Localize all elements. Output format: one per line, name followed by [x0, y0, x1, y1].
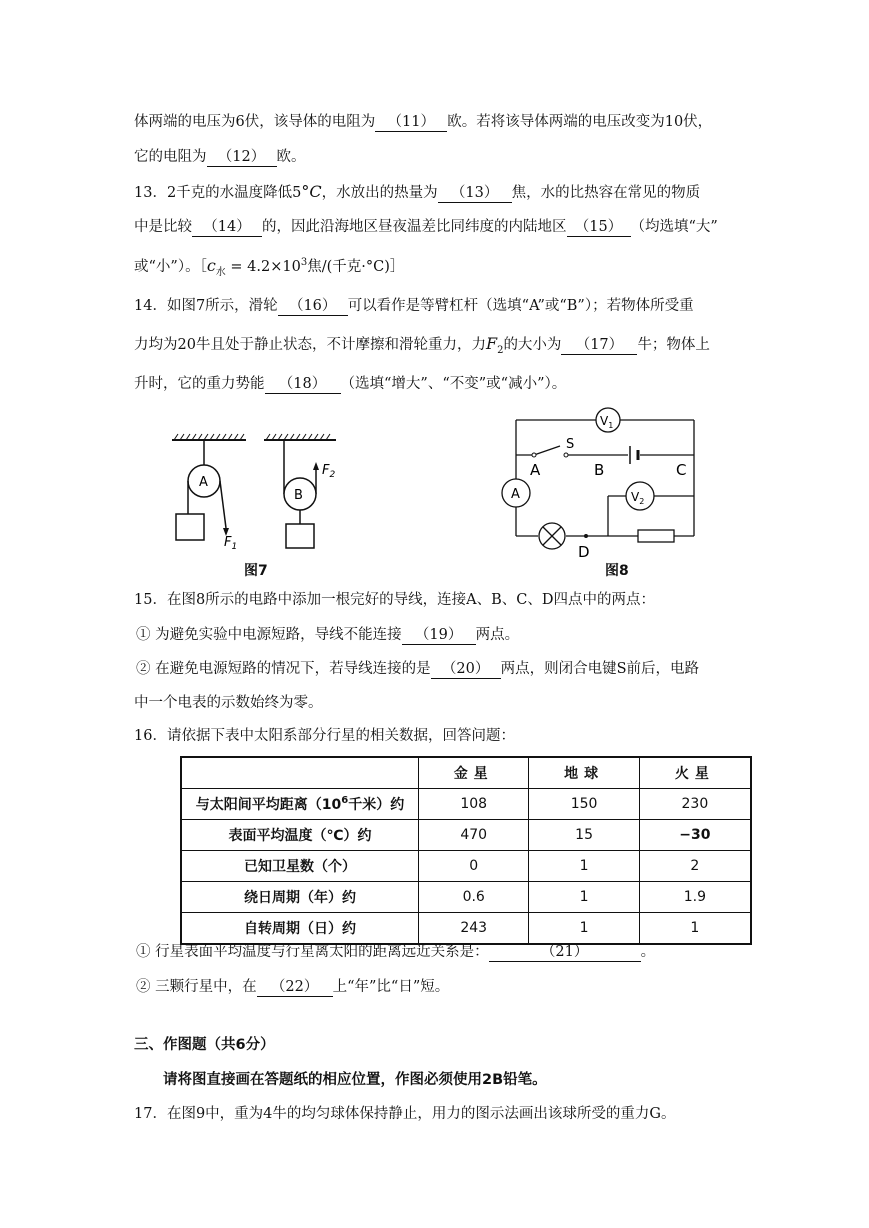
figure-7-pulleys: [160, 430, 360, 580]
q13-line-2: 中是比较 （14） 的，因此沿海地区昼夜温差比同纬度的内陆地区 （15） （均选填“大”: [134, 219, 718, 235]
q16-line-3: ② 三颗行星中，在 （22） 上“年”比“日”短。: [136, 979, 450, 995]
row-label-distance: 与太阳间平均距离（$10^6$千米）约: [181, 789, 419, 820]
resistor: [638, 530, 674, 542]
q17-line-1: 17．在图9中，重为4牛的均匀球体保持静止，用力的图示法画出该球所受的重力G。: [134, 1106, 676, 1122]
voltmeter-v2-label: $V_2$: [631, 490, 645, 506]
point-d-label: D: [578, 543, 590, 560]
blank-22[interactable]: （22）: [257, 978, 333, 997]
ammeter-label: A: [511, 487, 520, 502]
blank-16[interactable]: （16）: [278, 297, 348, 316]
table-row: [181, 851, 751, 882]
table-cell: 0.6: [419, 882, 529, 913]
point-c-label: C: [676, 461, 687, 479]
lamp: [539, 523, 565, 549]
blank-17[interactable]: （17）: [561, 336, 637, 355]
force-f2-label: $F_2$: [322, 463, 336, 480]
q14-line-3: 升时，它的重力势能 （18） （选填“增大”、“不变”或“减小”）。: [134, 376, 567, 392]
table-cell: −30: [639, 820, 751, 851]
blank-11[interactable]: （11）: [375, 113, 447, 132]
table-row: [181, 913, 751, 945]
blank-20[interactable]: （20）: [431, 660, 501, 679]
section-3-title: 三、作图题（共6分）: [134, 1037, 275, 1053]
table-cell: 230: [639, 789, 751, 820]
force-f1-label: $F_1$: [224, 535, 238, 552]
q12-line-2: 它的电阻为 （12） 欧。: [134, 149, 306, 165]
q16-line-2: ① 行星表面平均温度与行星离太阳的距离远近关系是： （21） 。: [136, 944, 656, 960]
switch-terminal-right: [564, 453, 568, 457]
point-a-label: A: [530, 461, 541, 479]
q15-line-1: 15．在图8所示的电路中添加一根完好的导线，连接A、B、C、D四点中的两点：: [134, 592, 656, 608]
table-header-venus: 金星: [419, 757, 529, 789]
table-cell: 470: [419, 820, 529, 851]
table-cell: 243: [419, 913, 529, 945]
switch-label: S: [566, 437, 575, 452]
table-cell: 0: [419, 851, 529, 882]
figure-8-caption: 图8: [605, 563, 629, 579]
row-label-orbit: 绕日周期（年）约: [181, 882, 419, 913]
pulley-a-label: A: [199, 475, 208, 490]
blank-18[interactable]: （18）: [265, 375, 341, 394]
point-b-label: B: [594, 461, 605, 479]
table-cell: 2: [639, 851, 751, 882]
table-cell: 108: [419, 789, 529, 820]
q14-line-1: 14．如图7所示，滑轮 （16） 可以看作是等臂杠杆（选填“A”或“B”）；若物体所受重: [134, 298, 694, 314]
q16-line-1: 16．请依据下表中太阳系部分行星的相关数据，回答问题：: [134, 728, 515, 744]
figure-8-circuit: [490, 400, 720, 560]
switch-terminal-left: [532, 453, 536, 457]
q13-line-1: 13．2千克的水温度降低5°C，水放出的热量为 （13） 焦，水的比热容在常见的物质: [134, 182, 701, 201]
row-label-satellites: 已知卫星数（个）: [181, 851, 419, 882]
table-cell: 1: [639, 913, 751, 945]
q14-line-2: 力均为20牛且处于静止状态，不计摩擦和滑轮重力，力$F_2$的大小为 （17） 牛；物体上: [134, 334, 710, 356]
table-cell: 1.9: [639, 882, 751, 913]
q15-line-4: 中一个电表的示数始终为零。: [134, 695, 323, 711]
section-3-instruction: 请将图直接画在答题纸的相应位置，作图必须使用2B铅笔。: [163, 1072, 547, 1088]
q12-line-1: 体两端的电压为6伏，该导体的电阻为 （11） 欧。若将该导体两端的电压改变为10伏，: [134, 114, 713, 130]
ceiling-b: [264, 434, 336, 440]
battery: [630, 446, 638, 464]
table-cell: 1: [529, 851, 639, 882]
table-cell: 15: [529, 820, 639, 851]
row-label-temperature: 表面平均温度（℃）约: [181, 820, 419, 851]
blank-19[interactable]: （19）: [402, 626, 476, 645]
pulley-a: [176, 440, 229, 540]
q13-line-3: 或“小”）。$[c_水 = 4.2\times 10^3$焦/(千克·°C)］: [134, 256, 405, 278]
figure-7-caption: 图7: [244, 563, 268, 579]
table-row: [181, 820, 751, 851]
row-label-rotation: 自转周期（日）约: [181, 913, 419, 945]
planet-data-table: [180, 756, 752, 945]
table-header-earth: 地球: [529, 757, 639, 789]
blank-14[interactable]: （14）: [192, 218, 262, 237]
table-row: [181, 882, 751, 913]
table-header-mars: 火星: [639, 757, 751, 789]
blank-12[interactable]: （12）: [207, 148, 277, 167]
pulley-b-label: B: [294, 488, 303, 503]
ceiling-a: [172, 434, 246, 440]
table-header-row: [181, 757, 751, 789]
table-row: [181, 789, 751, 820]
table-cell: 150: [529, 789, 639, 820]
table-cell: 1: [529, 913, 639, 945]
q15-line-2: ① 为避免实验中电源短路，导线不能连接 （19） 两点。: [136, 627, 520, 643]
table-cell: 1: [529, 882, 639, 913]
blank-13[interactable]: （13）: [438, 184, 512, 203]
q15-line-3: ② 在避免电源短路的情况下，若导线连接的是 （20） 两点，则闭合电键S前后，电路: [136, 661, 700, 677]
junction-d: [584, 534, 588, 538]
table-header-cell: [181, 757, 419, 789]
blank-15[interactable]: （15）: [567, 218, 631, 237]
voltmeter-v1-label: $V_1$: [600, 414, 614, 430]
blank-21[interactable]: （21）: [489, 943, 641, 962]
